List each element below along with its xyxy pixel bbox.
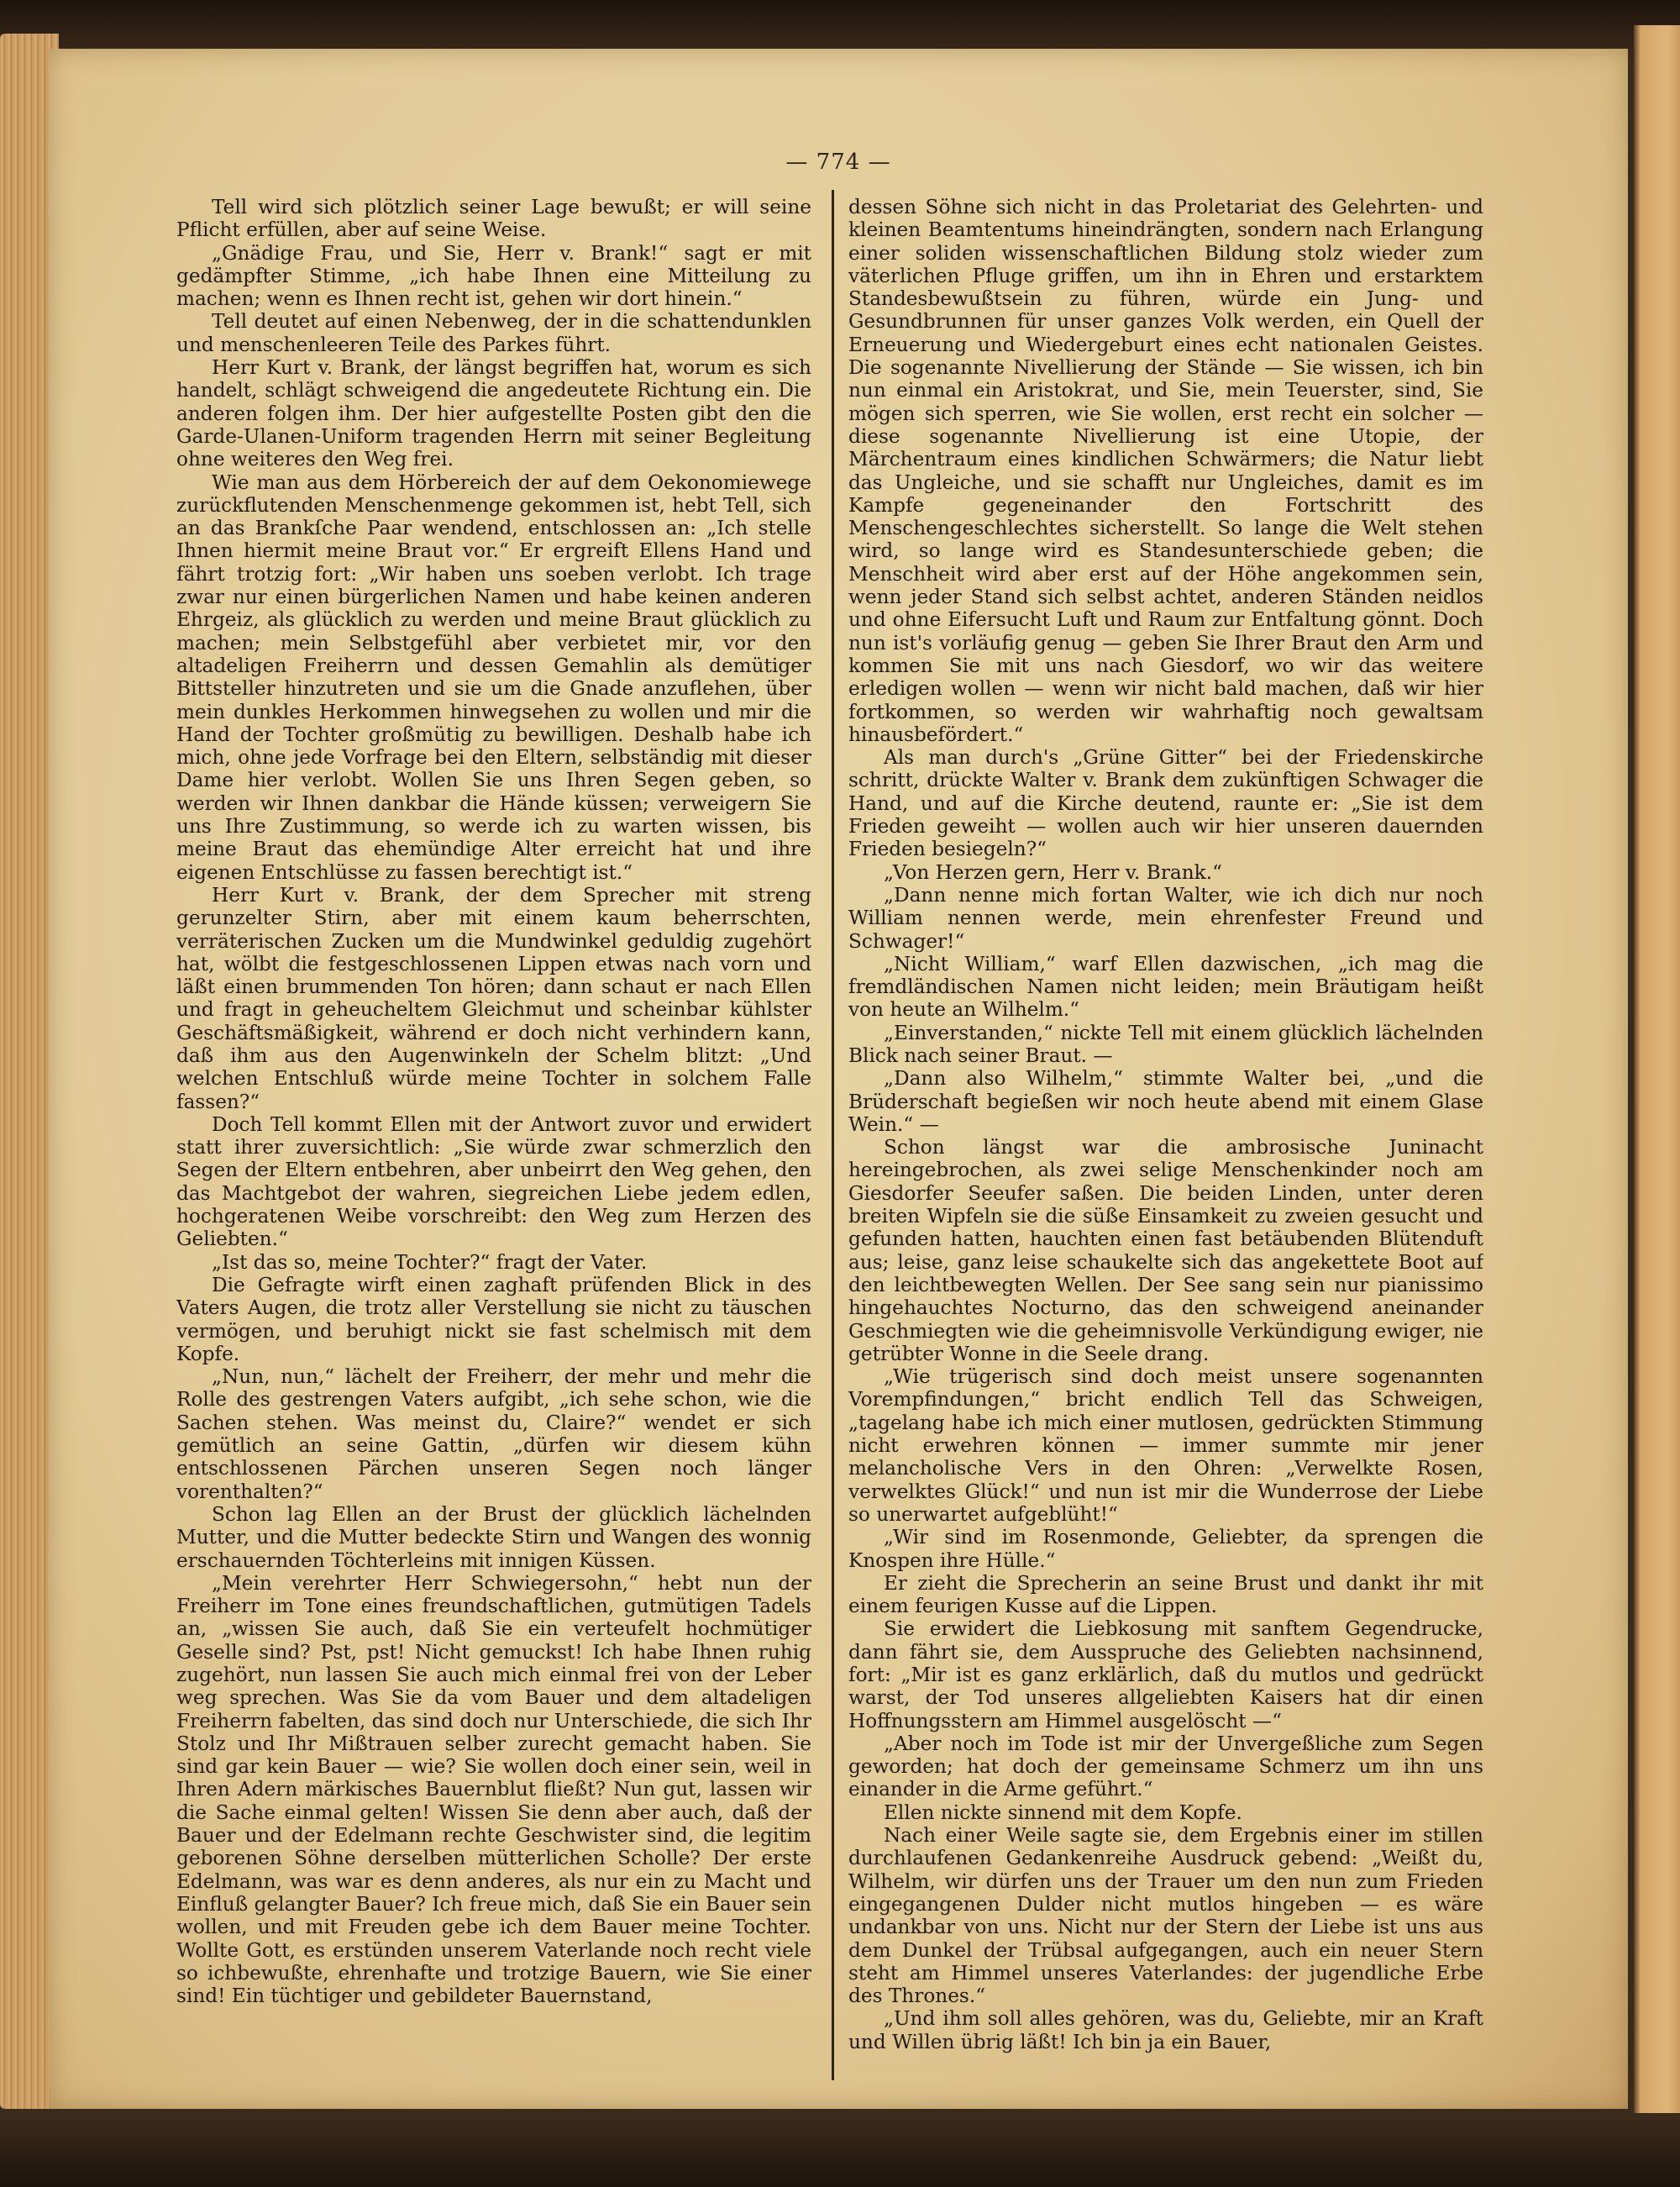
- paragraph: Er zieht die Sprecherin an seine Brust und dankt ihr mit einem feurigen Kusse auf die Lippen.: [848, 1571, 1483, 1618]
- paragraph: Schon längst war die ambrosische Juninacht hereingebrochen, als zwei selige Menschenkinder noch am Giesdorfer Seeufer saßen. Die beiden Linden, unter deren breiten Wipfeln sie die süße Einsamkeit zu zweien gesucht und gefunden hatten, hauchten einen fast betäubenden Blütenduft aus; leise, ganz leise schaukelte sich das angekettete Boot auf den leichtbewegten Wellen. Der See sang sein nur pianissimo hingehauchtes Nocturno, das den schweigend aneinander Geschmiegten wie die geheimnisvolle Verkündigung ewiger, nie getrübter Wonne in die Seele drang.: [848, 1136, 1483, 1365]
- paragraph: Nach einer Weile sagte sie, dem Ergebnis einer im stillen durchlaufenen Gedankenreihe Ausdruck gebend: „Weißt du, Wilhelm, wir dürfen uns der Trauer um den nun zum Frieden eingegangenen Dulder nicht mutlos hingeben — es wäre undankbar von uns. Nicht nur der Stern der Liebe ist uns aus dem Dunkel der Trübsal aufgegangen, auch ein neuer Stern steht am Himmel unseres Vaterlandes: der jugendliche Erbe des Thrones.“: [848, 1824, 1483, 2008]
- paragraph: Herr Kurt v. Brank, der längst begriffen hat, worum es sich handelt, schlägt schweigend die angedeutete Richtung ein. Die anderen folgen ihm. Der hier aufgestellte Posten gibt den die Garde-Ulanen-Uniform tragenden Herrn mit seiner Begleitung ohne weiteres den Weg frei.: [176, 356, 811, 471]
- paragraph: Ellen nickte sinnend mit dem Kopfe.: [884, 1801, 1242, 1824]
- next-page-edge: [1634, 25, 1680, 2113]
- paragraph: Sie erwidert die Liebkosung mit sanftem Gegendrucke, dann fährt sie, dem Ausspruche des Geliebten nachsinnend, fort: „Mir ist es ganz erklärlich, daß du mutlos und gedrückt warst, der Tod unseres allgeliebten Kaisers hat dir einen Hoffnungsstern am Himmel ausgelöscht —“: [848, 1617, 1483, 1732]
- paragraph: „Ist das so, meine Tochter?“ fragt der Vater.: [212, 1250, 648, 1274]
- paragraph: „Nicht William,“ warf Ellen dazwischen, „ich mag die fremdländischen Namen nicht leiden; mein Bräutigam heißt von heute an Wilhelm.“: [848, 952, 1483, 1022]
- paragraph: „Wie trügerisch sind doch meist unsere sogenannten Vorempfindungen,“ bricht endlich Tell das Schweigen, „tagelang habe ich mich einer mutlosen, gedrückten Stimmung nicht erwehren können — immer summte mir jener melancholische Vers in den Ohren: „Verwelkte Rosen, verwelktes Glück!“ und nun ist mir die Wunderrose der Liebe so unerwartet aufgeblüht!“: [848, 1365, 1483, 1526]
- paragraph: „Von Herzen gern, Herr v. Brank.“: [884, 860, 1222, 884]
- paragraph: „Gnädige Frau, und Sie, Herr v. Brank!“ sagt er mit gedämpfter Stimme, „ich habe Ihnen eine Mitteilung zu machen; wenn es Ihnen recht ist, gehen wir dort hinein.“: [176, 241, 811, 311]
- paragraph: dessen Söhne sich nicht in das Proletariat des Gelehrten- und kleinen Beamtentums hineindrängten, sondern nach Erlangung einer soliden wissenschaftlichen Bildung stolz wieder zum väterlichen Pfluge griffen, um ihn in Ehren und erstarktem Standesbewußtsein zu führen, würde ein Jung- und Gesundbrunnen für unser ganzes Volk werden, ein Quell der Erneuerung und Wiedergeburt eines echt nationalen Geistes. Die sogenannte Nivellierung der Stände — Sie wissen, ich bin nun einmal ein Aristokrat, und Sie, mein Teuerster, sind, Sie mögen sich sperren, wie Sie wollen, erst recht ein solcher — diese sogenannte Nivellierung ist eine Utopie, der Märchentraum eines kindlichen Schwärmers; die Natur liebt das Ungleiche, und sie schafft nur Ungleiches, damit es im Kampfe gegeneinander den Fortschritt des Menschengeschlechtes sicherstellt. So lange die Welt stehen wird, so lange wird es Standesunterschiede geben; die Menschheit wird aber erst auf der Höhe angekommen sein, wenn jeder Stand sich selbst achtet, anderen Ständen neidlos und ohne Eifersucht Luft und Raum zur Entfaltung gönnt. Doch nun ist's vorläufig genug — geben Sie Ihrer Braut den Arm und kommen Sie mit uns nach Giesdorf, wo wir das weitere erledigen wollen — wenn wir nicht bald machen, daß wir hier fortkommen, so werden wir wahrhaftig noch gewaltsam hinausbefördert.“: [848, 196, 1483, 746]
- paragraph: „Mein verehrter Herr Schwiegersohn,“ hebt nun der Freiherr im Tone eines freundschaftlichen, gutmütigen Tadels an, „wissen Sie auch, daß Sie ein verteufelt hochmütiger Geselle sind? Pst, pst! Nicht gemuckst! Ich habe Ihnen ruhig zugehört, nun lassen Sie auch mich einmal frei von der Leber weg sprechen. Was Sie da vom Bauer und dem altadeligen Freiherrn fabelten, das sind doch nur Unterschiede, die sich Ihr Stolz und Ihr Mißtrauen selber zurecht gemacht haben. Sie sind gar kein Bauer — wie? Sie wollen doch einer sein, weil in Ihren Adern märkisches Bauernblut fließt? Nun gut, lassen wir die Sache einmal gelten! Wissen Sie denn aber auch, daß der Bauer und der Edelmann rechte Geschwister sind, die legitim geborenen Söhne derselben mütterlichen Scholle? Der erste Edelmann, was war es denn anderes, als nur ein zu Macht und Einfluß gelangter Bauer? Ich freue mich, daß Sie ein Bauer sein wollen, und mit Freuden gebe ich dem Bauer meine Tochter. Wollte Gott, es erstünden unserem Vaterlande noch recht viele so ichbewußte, ehrenhafte und trotzige Bauern, wie Sie einer sind! Ein tüchtiger und gebildeter Bauernstand,: [176, 1571, 811, 2008]
- paragraph: „Dann nenne mich fortan Walter, wie ich dich nur noch William nennen werde, mein ehrenfester Freund und Schwager!“: [848, 883, 1483, 953]
- paragraph: „Wir sind im Rosenmonde, Geliebter, da sprengen die Knospen ihre Hülle.“: [848, 1526, 1483, 1572]
- paragraph: Herr Kurt v. Brank, der dem Sprecher mit streng gerunzelter Stirn, aber mit einem kaum beherrschten, verräterischen Zucken um die Mundwinkel geduldig zugehört hat, wölbt die festgeschlossenen Lippen etwas nach vorn und läßt einen brummenden Ton hören; dann schaut er nach Ellen und fragt in geheucheltem Gleichmut und scheinbar kühlster Geschäftsmäßigkeit, während er doch nicht verhindern kann, daß ihm aus den Augenwinkeln der Schelm blitzt: „Und welchen Entschluß würde meine Tochter in solchem Falle fassen?“: [176, 883, 811, 1113]
- paragraph: Die Gefragte wirft einen zaghaft prüfenden Blick in des Vaters Augen, die trotz aller Verstellung sie nicht zu täuschen vermögen, und beruhigt nickt sie fast schelmisch mit dem Kopfe.: [176, 1273, 811, 1365]
- paragraph: „Und ihm soll alles gehören, was du, Geliebte, mir an Kraft und Willen übrig läßt! Ich bin ja ein Bauer,: [848, 2007, 1483, 2053]
- background-bottom: [0, 2117, 1680, 2187]
- page-number: — 774 —: [785, 150, 891, 175]
- column-divider: [832, 190, 834, 2080]
- paragraph: „Nun, nun,“ lächelt der Freiherr, der mehr und mehr die Rolle des gestrengen Vaters aufgibt, „ich sehe schon, wie die Sachen stehen. Was meinst du, Claire?“ wendet er sich gemütlich an seine Gattin, „dürfen wir diesem kühn entschlossenen Pärchen unseren Segen noch länger vorenthalten?“: [176, 1365, 811, 1503]
- paragraph: Tell deutet auf einen Nebenweg, der in die schattendunklen und menschenleeren Teile des Parkes führt.: [176, 310, 811, 356]
- paragraph: Wie man aus dem Hörbereich der auf dem Oekonomiewege zurückflutenden Menschenmenge gekommen ist, hebt Tell, sich an das Brankſche Paar wendend, entschlossen an: „Ich stelle Ihnen hiermit meine Braut vor.“ Er ergreift Ellens Hand und fährt trotzig fort: „Wir haben uns soeben verlobt. Ich trage zwar nur einen bürgerlichen Namen und habe keinen anderen Ehrgeiz, als glücklich zu werden und meine Braut glücklich zu machen; mein Selbstgefühl aber verbietet mir, vor den altadeligen Freiherrn und dessen Gemahlin als demütiger Bittsteller hinzutreten und sie um die Gnade anzuflehen, über mein dunkles Herkommen hinwegsehen zu wollen und mir die Hand der Tochter großmütig zu bewilligen. Deshalb habe ich mich, ohne jede Vorfrage bei den Eltern, selbständig mit dieser Dame hier verlobt. Wollen Sie uns Ihren Segen geben, so werden wir Ihnen dankbar die Hände küssen; verweigern Sie uns Ihre Zustimmung, so werde ich zu warten wissen, bis meine Braut das ehemündige Alter erreicht hat und ihre eigenen Entschlüsse zu fassen berechtigt ist.“: [176, 471, 811, 884]
- paragraph: „Einverstanden,“ nickte Tell mit einem glücklich lächelnden Blick nach seiner Braut. —: [848, 1021, 1483, 1067]
- right-text-column: [848, 196, 1483, 2082]
- paragraph: „Dann also Wilhelm,“ stimmte Walter bei, „und die Brüderschaft begießen wir noch heute abend mit einem Glase Wein.“ —: [848, 1067, 1483, 1136]
- left-text-column: [176, 196, 811, 2082]
- book-page: [49, 49, 1628, 2109]
- paragraph: Schon lag Ellen an der Brust der glücklich lächelnden Mutter, und die Mutter bedeckte Stirn und Wangen des wonnig erschauernden Töchterleins mit innigen Küssen.: [176, 1502, 811, 1572]
- paragraph: Tell wird sich plötzlich seiner Lage bewußt; er will seine Pflicht erfüllen, aber auf seine Weise.: [176, 196, 811, 242]
- paragraph: Doch Tell kommt Ellen mit der Antwort zuvor und erwidert statt ihrer zuversichtlich: „Sie würde zwar schmerzlich den Segen der Eltern entbehren, aber unbeirrt den Weg gehen, den das Machtgebot der wahren, siegreichen Liebe jedem edlen, hochgeratenen Weibe vorschreibt: den Weg zum Herzen des Geliebten.“: [176, 1112, 811, 1251]
- paragraph: „Aber noch im Tode ist mir der Unvergeßliche zum Segen geworden; hat doch der gemeinsame Schmerz um ihn uns einander in die Arme geführt.“: [848, 1732, 1483, 1801]
- paragraph: Als man durch's „Grüne Gitter“ bei der Friedenskirche schritt, drückte Walter v. Brank dem zukünftigen Schwager die Hand, und auf die Kirche deutend, raunte er: „Sie ist dem Frieden geweiht — wollen auch wir hier unseren dauernden Frieden besiegeln?“: [848, 746, 1483, 861]
